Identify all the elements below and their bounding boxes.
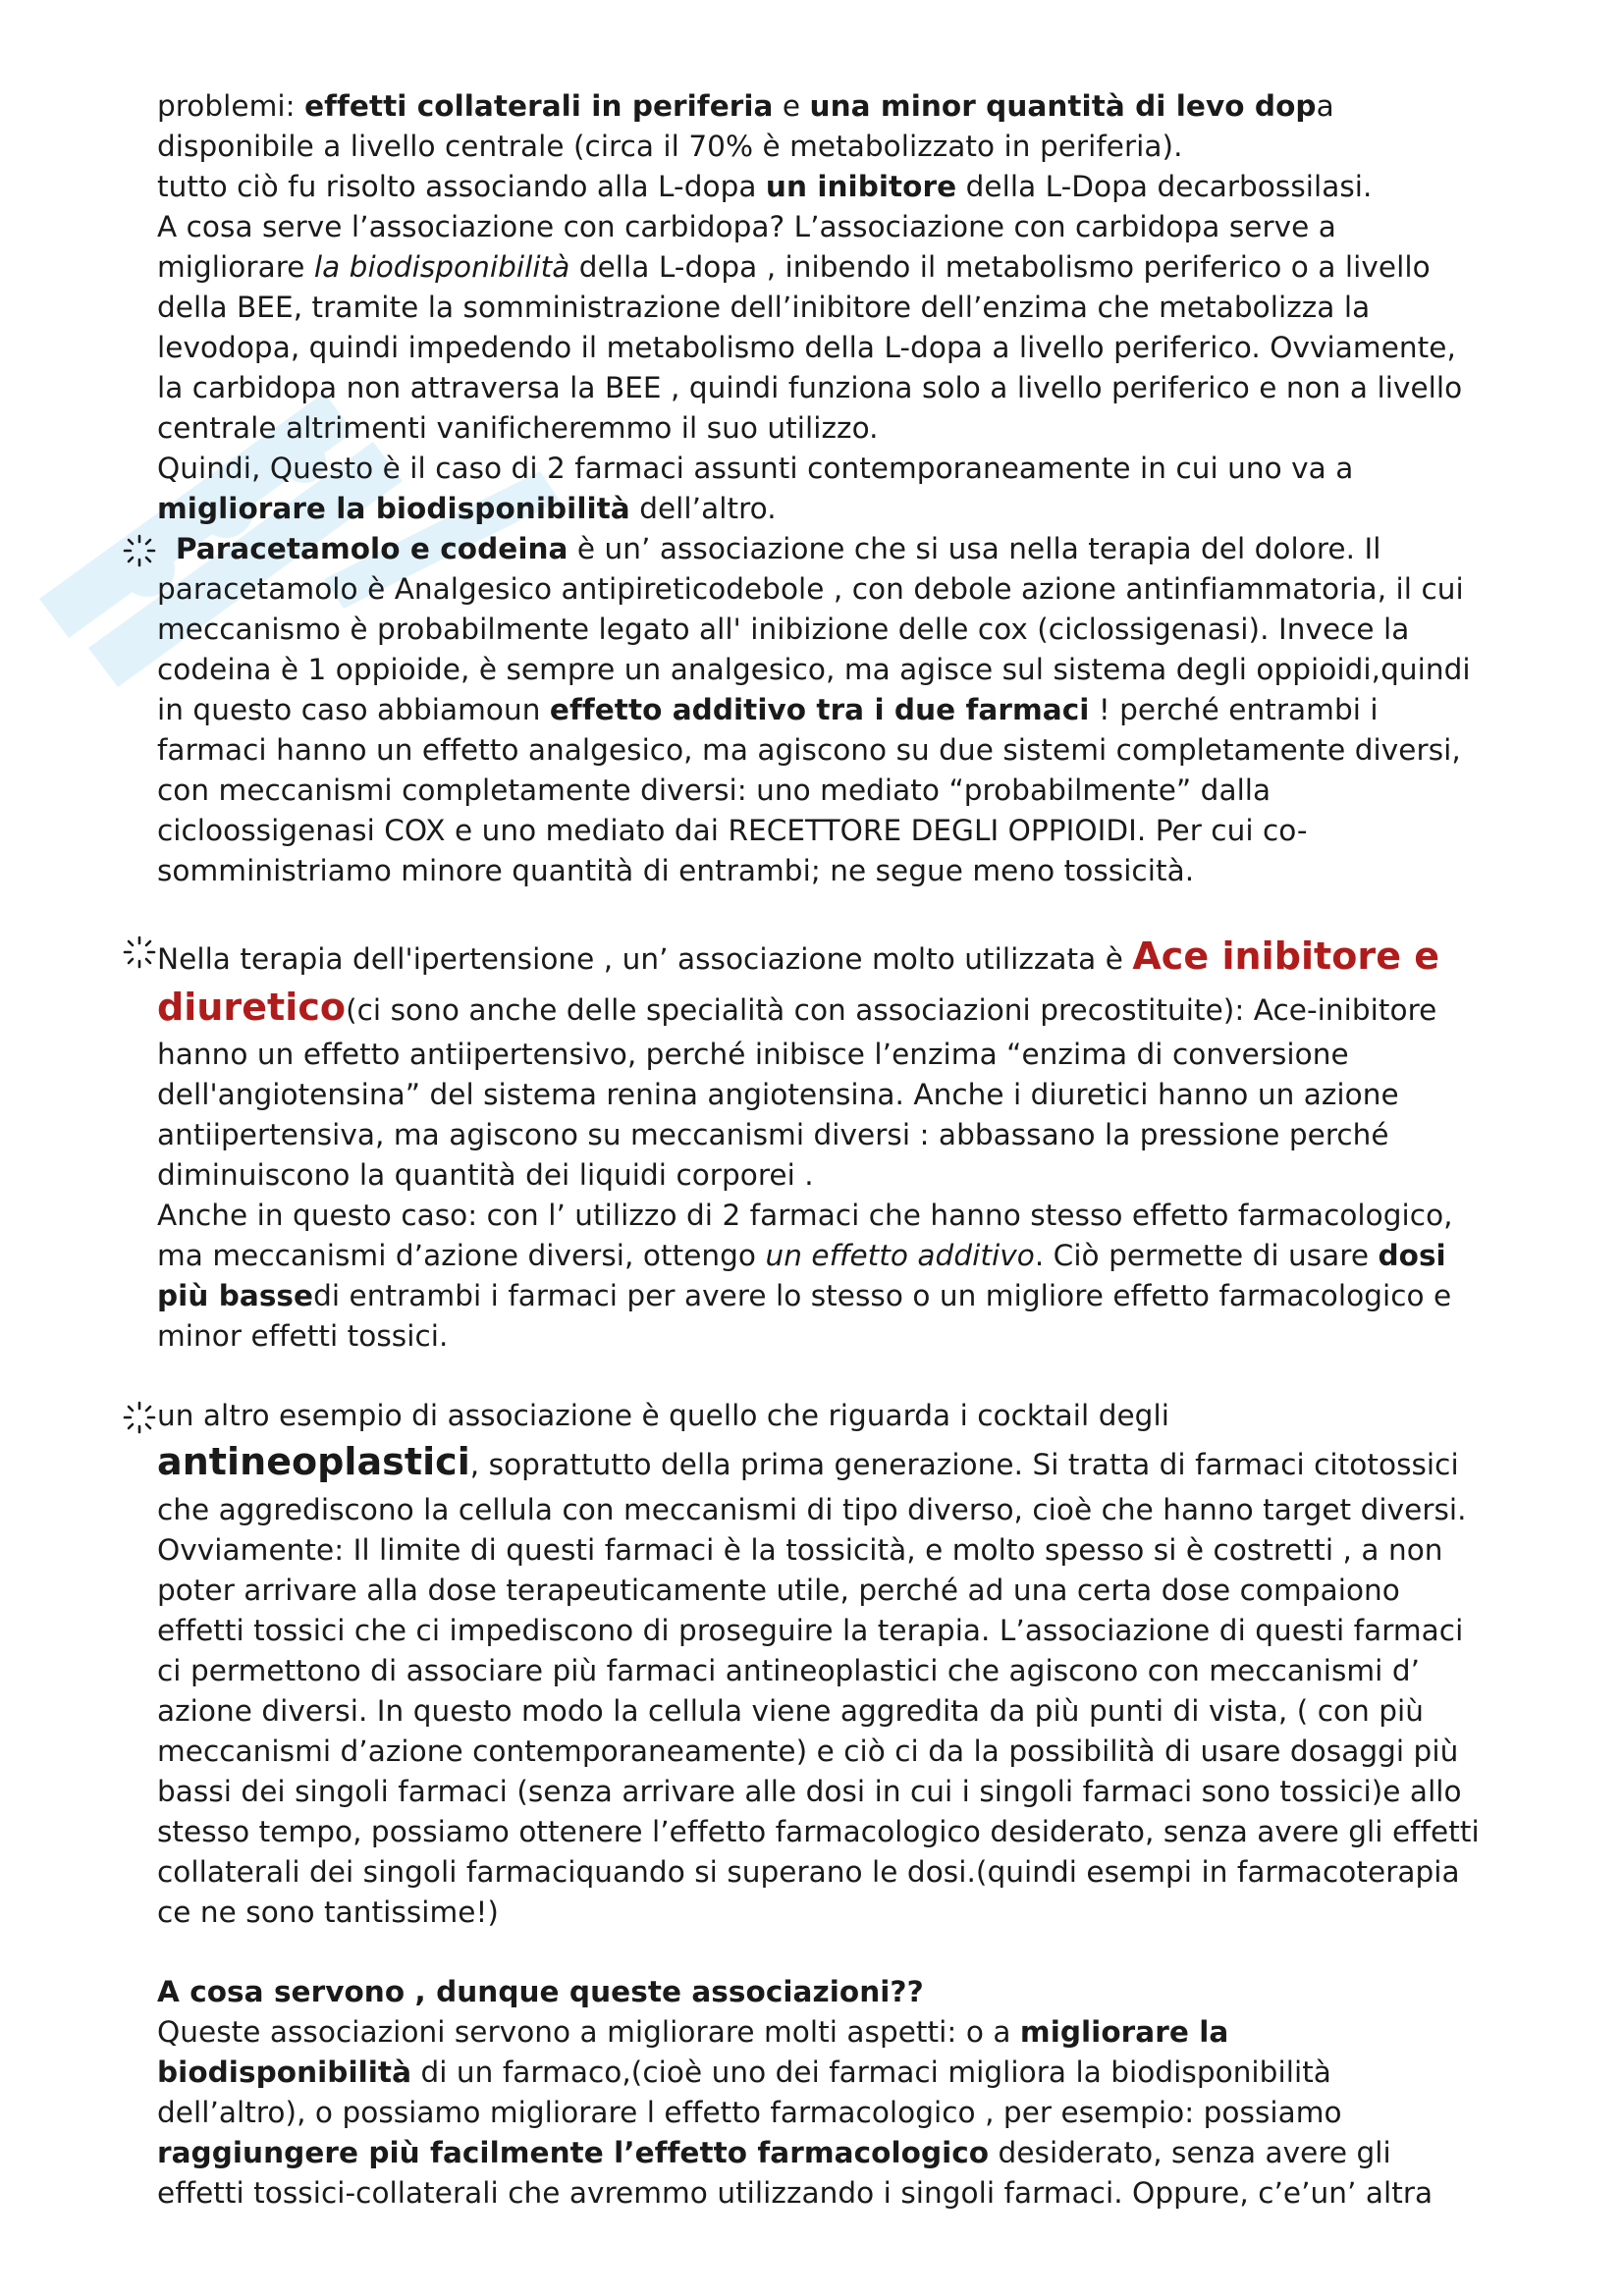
text: ! perché entrambi i: [1089, 693, 1379, 726]
text-line: meccanismi d’azione contemporaneamente) e ciò ci da la possibilità di usare dosaggi più: [157, 1735, 1459, 1768]
text-line: effetti tossici-collaterali che avremmo utilizzando i singoli farmaci. Oppure, c’e’un’ altra: [157, 2176, 1434, 2210]
text-line: paracetamolo è Analgesico antipireticodebole , con debole azione antinfiammatoria, il cui: [157, 572, 1464, 606]
text-line: la carbidopa non attraversa la BEE , quindi funziona solo a livello periferico e non a livello: [157, 371, 1463, 404]
text: della L-Dopa decarbossilasi.: [956, 170, 1373, 203]
text-line: [157, 690, 1551, 730]
text-line: che aggrediscono la cellula con meccanismi di tipo diverso, cioè che hanno target diversi.: [157, 1493, 1467, 1526]
text-line: levodopa, quindi impedendo il metabolismo della L-dopa a livello periferico. Ovviamente,: [157, 331, 1456, 364]
text-line: azione diversi. In questo modo la cellula viene aggredita da più punti di vista, ( con più: [157, 1694, 1425, 1728]
text-line: diminuiscono la quantità dei liquidi corporei .: [157, 1158, 814, 1192]
text: di entrambi i farmaci per avere lo stesso o un migliore effetto farmacologico e: [313, 1279, 1452, 1312]
text: di un farmaco,(cioè uno dei farmaci migliora la biodisponibilità: [411, 2056, 1331, 2089]
text-line: A cosa serve l’associazione con carbidopa? L’associazione con carbidopa serve a: [157, 210, 1336, 243]
text-line: [157, 1436, 1551, 1490]
text: un altro esempio di associazione è quello che riguarda i cocktail degli: [157, 1399, 1169, 1432]
text-line: [157, 529, 1551, 569]
sparkle-bullet-icon: [122, 1400, 157, 1435]
text-line: della BEE, tramite la somministrazione dell’inibitore dell’enzima che metabolizza la: [157, 291, 1371, 324]
text-line: dell'angiotensina” del sistema renina angiotensina. Anche i diuretici hanno un azione: [157, 1078, 1399, 1111]
text: in questo caso abbiamoun: [157, 693, 550, 726]
paragraph-paracetamolo: [157, 529, 1551, 891]
text-line: con meccanismi completamente diversi: uno mediato “probabilmente” dalla: [157, 774, 1271, 807]
sparkle-bullet-icon: [122, 934, 157, 970]
bold-text: una minor quantità di levo dop: [809, 89, 1317, 123]
bold-text: un inibitore: [765, 170, 957, 203]
text-line: collaterali dei singoli farmaciquando si superano le dosi.(quindi esempi in farmacoterapia: [157, 1855, 1460, 1889]
text-line: [157, 2012, 1551, 2053]
text-line: [157, 1236, 1551, 1276]
paragraph-antineoplastici: [157, 1396, 1551, 1933]
bold-text: effetti collaterali in periferia: [304, 89, 774, 123]
text-line: [157, 931, 1551, 982]
text-line: Anche in questo caso: con l’ utilizzo di 2 farmaci che hanno stesso effetto farmacologico,: [157, 1199, 1453, 1232]
text-line: codeina è 1 oppioide, è sempre un analgesico, ma agisce sul sistema degli oppioidi,quindi: [157, 653, 1471, 686]
text-line: ci permettono di associare più farmaci antineoplastici che agiscono con meccanismi d’: [157, 1654, 1421, 1687]
text-line: antiipertensiva, ma agiscono su meccanismi diversi : abbassano la pressione perché: [157, 1118, 1389, 1151]
italic-text: un effetto additivo: [765, 1239, 1035, 1272]
paragraph-conclusioni: [157, 1972, 1551, 2214]
text-line: [157, 167, 1551, 207]
text-line: [157, 982, 1551, 1035]
document-page: [157, 86, 1551, 2214]
text-line: minor effetti tossici.: [157, 1319, 449, 1353]
text-line: Quindi, Questo è il caso di 2 farmaci assunti contemporaneamente in cui uno va a: [157, 452, 1354, 485]
text-line: stesso tempo, possiamo ottenere l’effetto farmacologico desiderato, senza avere gli effetti: [157, 1815, 1480, 1848]
paragraph-ipertensione: [157, 931, 1551, 1357]
text: . Ciò permette di usare: [1034, 1239, 1379, 1272]
text-line: [157, 489, 1551, 529]
text: ma meccanismi d’azione diversi, ottengo: [157, 1239, 766, 1272]
text: è un’ associazione che si usa nella terapia del dolore. Il: [568, 532, 1381, 565]
text-line: centrale altrimenti vanificheremmo il suo utilizzo.: [157, 411, 879, 445]
bold-text: A cosa servono , dunque queste associazioni??: [157, 1975, 924, 2008]
text: della L-dopa , inibendo il metabolismo periferico o a livello: [569, 250, 1431, 284]
text-line: [157, 247, 1551, 288]
italic-text: la biodisponibilità: [313, 250, 570, 284]
text-line: dell’altro), o possiamo migliorare l effetto farmacologico , per esempio: possiamo: [157, 2096, 1342, 2129]
section-heading: [157, 1972, 1551, 2012]
text-line: [157, 1396, 1551, 1436]
text-line: somministriamo minore quantità di entrambi; ne segue meno tossicità.: [157, 854, 1195, 887]
text: dell’altro.: [629, 492, 777, 525]
bold-text: più basse: [157, 1279, 314, 1312]
bold-text: effetto additivo tra i due farmaci: [549, 693, 1090, 726]
text: migliorare: [157, 250, 314, 284]
highlight-text: Ace inibitore e: [1132, 934, 1440, 978]
text: (ci sono anche delle specialità con associazioni precostituite): Ace-inibitore: [346, 993, 1437, 1027]
text-line: disponibile a livello centrale (circa il 70% è metabolizzato in periferia).: [157, 130, 1183, 163]
text: desiderato, senza avere gli: [989, 2136, 1391, 2169]
text-line: meccanismo è probabilmente legato all' inibizione delle cox (ciclossigenasi). Invece la: [157, 613, 1410, 646]
text: problemi:: [157, 89, 305, 123]
text: e: [773, 89, 810, 123]
text: , soprattutto della prima generazione. Si tratta di farmaci citotossici: [469, 1448, 1459, 1481]
text: Queste associazioni servono a migliorare molti aspetti: o a: [157, 2015, 1020, 2049]
text-line: ce ne sono tantissime!): [157, 1896, 499, 1929]
text: a: [1316, 89, 1334, 123]
text-line: poter arrivare alla dose terapeuticamente utile, perché ad una certa dose compaiono: [157, 1574, 1400, 1607]
text-line: [157, 86, 1551, 127]
bold-text: dosi: [1378, 1239, 1446, 1272]
text-line: effetti tossici che ci impediscono di proseguire la terapia. L’associazione di questi farmaci: [157, 1614, 1464, 1647]
bold-text: antineoplastici: [157, 1440, 470, 1483]
paragraph-levodopa: [157, 86, 1551, 529]
text: tutto ciò fu risolto associando alla L-dopa: [157, 170, 766, 203]
text-line: Ovviamente: Il limite di questi farmaci è la tossicità, e molto spesso si è costretti , a non: [157, 1533, 1443, 1567]
text-line: cicloossigenasi COX e uno mediato dai RECETTORE DEGLI OPPIOIDI. Per cui co-: [157, 814, 1308, 847]
bold-text: biodisponibilità: [157, 2056, 412, 2089]
text-line: bassi dei singoli farmaci (senza arrivare alle dosi in cui i singoli farmaci sono tossici)e allo: [157, 1775, 1462, 1808]
bold-text: migliorare la: [1019, 2015, 1229, 2049]
bold-text: migliorare la biodisponibilità: [157, 492, 630, 525]
text-line: farmaci hanno un effetto analgesico, ma agiscono su due sistemi completamente diversi,: [157, 733, 1461, 767]
bold-text: raggiungere più facilmente l’effetto farmacologico: [157, 2136, 990, 2169]
text-line: [157, 2133, 1551, 2173]
bold-text: Paracetamolo e codeina: [175, 532, 568, 565]
text-line: hanno un effetto antiipertensivo, perché inibisce l’enzima “enzima di conversione: [157, 1038, 1349, 1071]
highlight-text: diuretico: [157, 986, 347, 1029]
sparkle-bullet-icon: [122, 533, 157, 568]
text: Nella terapia dell'ipertensione , un’ associazione molto utilizzata è: [157, 942, 1133, 976]
text-line: [157, 2053, 1551, 2093]
text-line: [157, 1276, 1551, 1316]
